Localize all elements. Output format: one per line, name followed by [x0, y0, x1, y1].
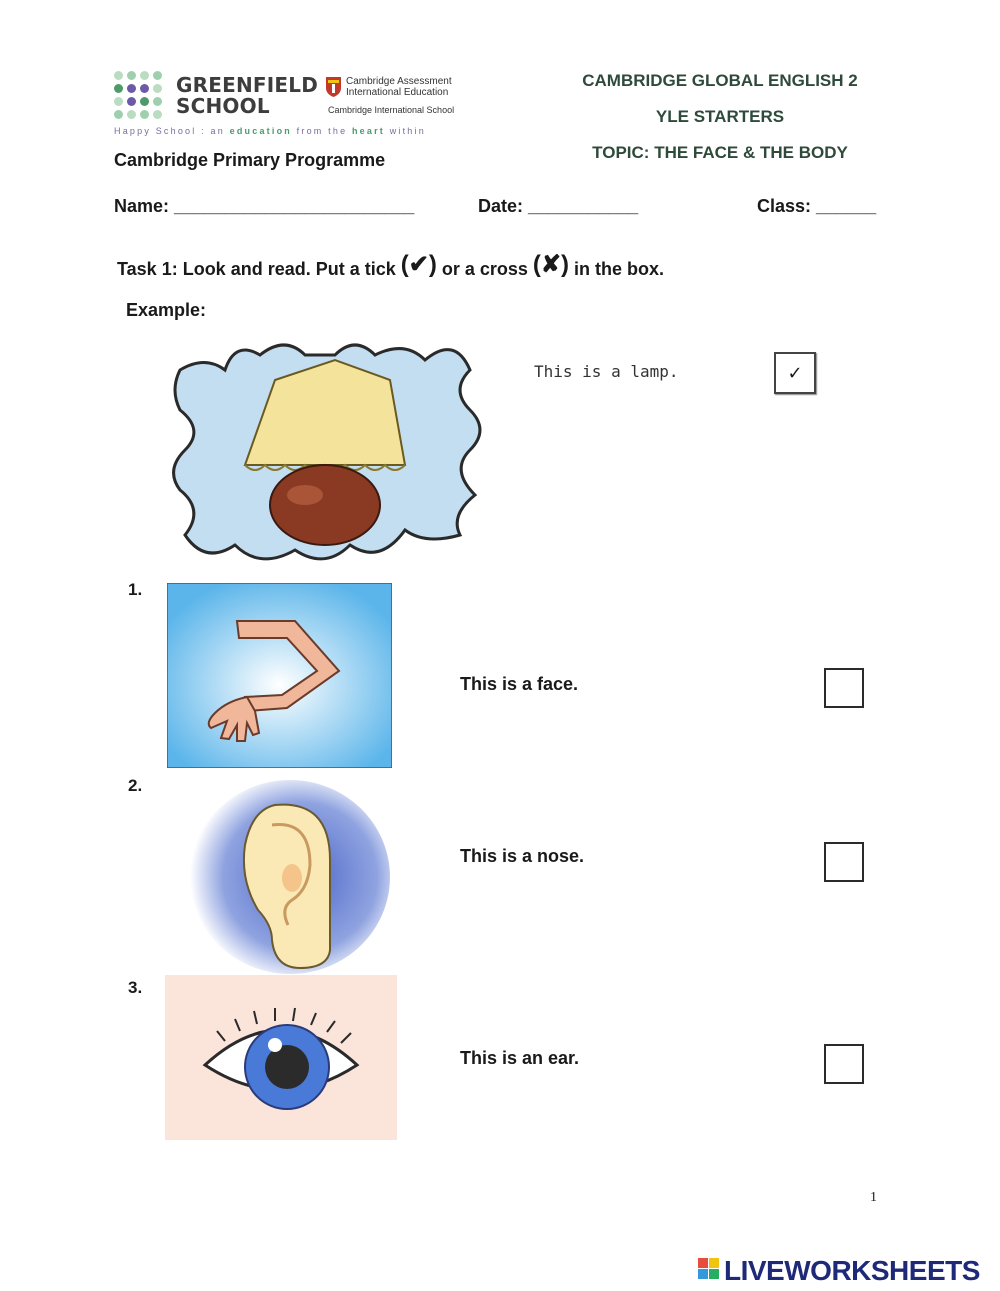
example-sentence: This is a lamp. — [534, 362, 679, 381]
item-1-number: 1. — [128, 580, 143, 599]
task-instruction: Task 1: Look and read. Put a tick (✔) or a cross (✘) in the box. — [117, 251, 664, 279]
item-3-number: 3. — [128, 978, 143, 997]
school-name: GREENFIELD SCHOOL — [176, 73, 318, 118]
item-2-answer-box[interactable] — [824, 842, 864, 882]
logo-dot — [127, 97, 136, 106]
school-tagline: Happy School : an education from the heart within — [114, 126, 426, 136]
eye-picture — [165, 975, 397, 1140]
cambridge-school-subtitle: Cambridge International School — [328, 105, 455, 115]
arm-picture — [167, 583, 392, 768]
school-logo-dots — [114, 71, 168, 125]
item-2-sentence: This is a nose. — [460, 846, 585, 866]
programme-title: Cambridge Primary Programme — [114, 150, 386, 170]
name-field[interactable]: Name: ________________________ — [114, 196, 415, 216]
cross-icon: (✘) — [532, 251, 569, 278]
logo-dot — [140, 97, 149, 106]
logo-dot — [153, 84, 162, 93]
ear-picture — [180, 780, 390, 975]
logo-dot — [153, 71, 162, 80]
logo-dot — [127, 110, 136, 119]
example-label: Example: — [126, 300, 207, 320]
page-number: 1 — [870, 1190, 877, 1205]
cambridge-assessment-text: Cambridge Assessment International Education — [346, 76, 452, 98]
course-title: CAMBRIDGE GLOBAL ENGLISH 2 — [582, 71, 858, 90]
example-answer-box: ✓ — [774, 352, 816, 394]
logo-dot — [140, 84, 149, 93]
logo-dot — [127, 84, 136, 93]
logo-dot — [153, 110, 162, 119]
item-3-answer-box[interactable] — [824, 1044, 864, 1084]
liveworksheets-brand: LIVEWORKSHEETS — [724, 1255, 980, 1286]
logo-dot — [114, 71, 123, 80]
tick-icon: (✔) — [400, 251, 437, 278]
date-field[interactable]: Date: ___________ — [478, 196, 639, 216]
logo-dot — [153, 97, 162, 106]
item-3-sentence: This is an ear. — [460, 1048, 580, 1068]
cambridge-shield-icon — [326, 77, 341, 97]
topic-title: TOPIC: THE FACE & THE BODY — [592, 143, 848, 162]
logo-dot — [114, 84, 123, 93]
item-1-answer-box[interactable] — [824, 668, 864, 708]
item-1-sentence: This is a face. — [460, 674, 579, 694]
logo-dot — [140, 110, 149, 119]
logo-dot — [114, 110, 123, 119]
logo-dot — [127, 71, 136, 80]
logo-dot — [140, 71, 149, 80]
level-title: YLE STARTERS — [655, 107, 785, 126]
logo-dot — [114, 97, 123, 106]
item-2-number: 2. — [128, 776, 143, 795]
class-field[interactable]: Class: ______ — [757, 196, 877, 216]
liveworksheets-logo-icon — [698, 1258, 720, 1280]
lamp-puzzle-picture — [165, 330, 495, 575]
